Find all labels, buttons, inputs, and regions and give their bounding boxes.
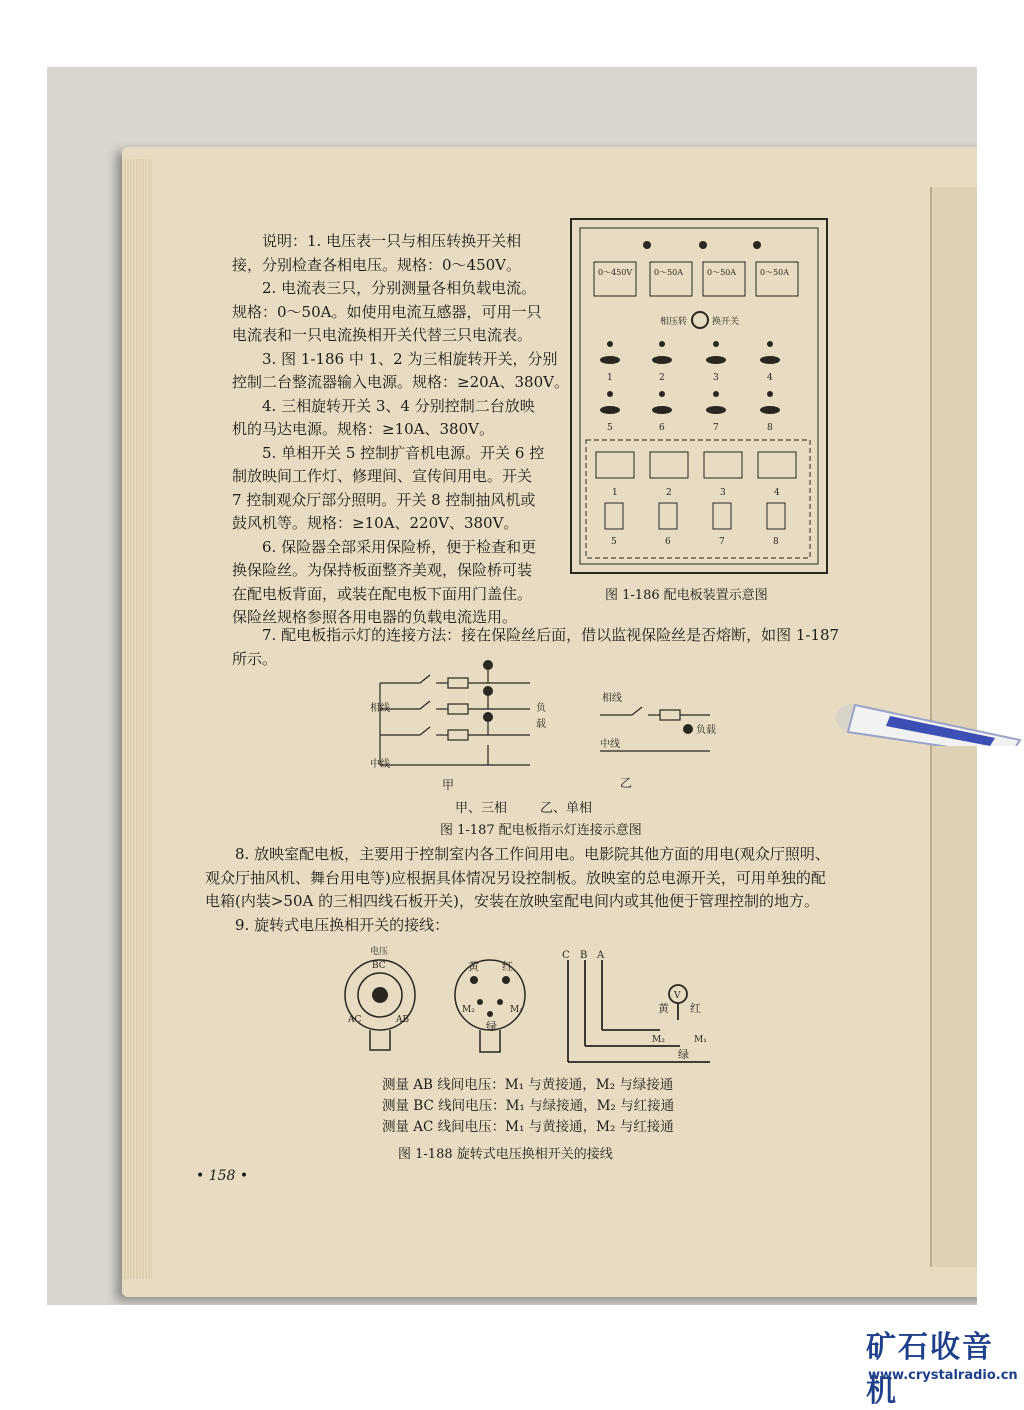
label-load-b: 载 — [536, 719, 546, 730]
text-line: 控制二台整流器输入电源。规格：≥20A、380V。 — [232, 373, 569, 391]
label-yellow: 黄 — [468, 960, 479, 973]
text-line: 3. 图 1-186 中 1、2 为三相旋转开关，分别 — [262, 349, 558, 368]
text-line: 2. 电流表三只，分别测量各相负载电流。 — [262, 279, 537, 297]
figure-188-switch — [340, 940, 720, 1070]
label-ac: AC — [348, 1015, 362, 1025]
text-line: 7. 配电板指示灯的连接方法：接在保险丝后面，借以监视保险丝是否熔断，如图 1-187 — [262, 626, 840, 644]
switch-number: 5 — [607, 423, 613, 433]
text-line: 9. 旋转式电压换相开关的接线： — [235, 915, 450, 934]
text-line: 电流表和一只电流换相开关代替三只电流表。 — [232, 326, 533, 344]
figure-188-caption: 图 1-188 旋转式电压换相开关的接线 — [398, 1147, 613, 1162]
switch-number: 1 — [607, 373, 613, 383]
label-neutral: 中线 — [370, 759, 390, 770]
label-m2: M₂ — [462, 1005, 475, 1015]
text-line: 说明：1. 电压表一只与相压转换开关相 — [262, 232, 522, 250]
figure-187-subcaption: 甲、三相 乙、单相 — [455, 801, 593, 816]
text-line: 7 控制观众厅部分照明。开关 8 控制抽风机或 — [232, 490, 536, 509]
fuse-number: 3 — [720, 488, 726, 498]
meter-label: 0～50A — [707, 268, 737, 277]
left-column-text — [232, 230, 572, 630]
switch-number: 2 — [659, 373, 665, 383]
text-line: 保险丝规格参照各用电器的负载电流选用。 — [232, 608, 518, 626]
text-line: 6. 保险器全部采用保险桥，便于检查和更 — [262, 537, 537, 556]
label-b: B — [580, 950, 588, 961]
watermark-title: 矿石收音机 — [866, 1330, 994, 1409]
switch-number: 3 — [713, 373, 719, 383]
text-line: 鼓风机等。规格：≥10A、220V、380V。 — [232, 514, 519, 532]
top-label: 电压 — [370, 947, 389, 957]
label-phase: 相线 — [370, 703, 390, 714]
site-watermark — [848, 1322, 1018, 1409]
label-red: 红 — [502, 960, 513, 973]
figure-188-notes — [382, 1075, 674, 1138]
label-m1-b: M₁ — [694, 1035, 707, 1045]
pen — [830, 700, 1024, 746]
selector-label-right: 换开关 — [712, 317, 740, 327]
fuse-number: 7 — [719, 537, 725, 547]
label-m2-b: M₂ — [652, 1035, 665, 1045]
text-line: 换保险丝。为保持板面整齐美观，保险桥可装 — [232, 561, 533, 579]
text-line: 4. 三相旋转开关 3、4 分别控制二台放映 — [262, 396, 535, 415]
label-c: C — [562, 950, 570, 961]
note-line: 测量 AB 线间电压：M₁ 与黄接通，M₂ 与绿接通 — [382, 1077, 674, 1093]
text-line: 规格：0～50A。如使用电流互感器，可用一只 — [232, 302, 542, 321]
switch-number: 7 — [713, 423, 719, 433]
text-line: 机的马达电源。规格：≥10A、380V。 — [232, 420, 494, 438]
label-yi: 乙 — [620, 776, 633, 790]
label-green: 绿 — [486, 1020, 497, 1033]
selector-label-left: 相压转 — [660, 317, 688, 327]
figure-187-circuit — [370, 655, 720, 795]
switch-number: 6 — [659, 423, 665, 433]
switch-number: 8 — [767, 423, 773, 433]
label-v: V — [674, 991, 681, 1001]
figure-187-caption: 图 1-187 配电板指示灯连接示意图 — [440, 823, 642, 838]
meter-label: 0～50A — [654, 268, 684, 277]
fuse-number: 8 — [773, 537, 779, 547]
meter-label: 0～450V — [598, 268, 633, 277]
text-line: 5. 单相开关 5 控制扩音机电源。开关 6 控 — [262, 443, 545, 462]
label-neutral-b: 中线 — [600, 739, 620, 750]
fuse-number: 6 — [665, 537, 671, 547]
text-line: 8. 放映室配电板，主要用于控制室内各工作间用电。电影院其他方面的用电(观众厅照明、 — [235, 845, 830, 863]
text-line: 所示。 — [232, 649, 278, 668]
text-line: 在配电板背面，或装在配电板下面用门盖住。 — [232, 584, 533, 603]
fuse-number: 5 — [611, 537, 617, 547]
text-line: 电箱(内装>50A 的三相四线石板开关)，安装在放映室配电间内或其他便于管理控制的地方。 — [205, 892, 819, 910]
meter-label: 0～50A — [760, 268, 790, 277]
figure-186-panel — [570, 218, 830, 578]
fuse-number: 2 — [666, 488, 672, 498]
fuse-number: 1 — [612, 488, 618, 498]
note-line: 测量 AC 线间电压：M₁ 与黄接通，M₂ 与红接通 — [382, 1119, 674, 1135]
page-edge — [122, 159, 152, 1279]
label-yellow-b: 黄 — [658, 1002, 669, 1015]
fuse-number: 4 — [774, 488, 780, 498]
note-line: 测量 BC 线间电压：M₁ 与绿接通，M₂ 与红接通 — [382, 1098, 675, 1114]
label-ab: AB — [396, 1015, 410, 1025]
text-line: 制放映间工作灯、修理间、宣传间用电。开关 — [232, 467, 533, 485]
item-8-9-text — [205, 843, 885, 937]
label-m1: M₁ — [510, 1005, 523, 1015]
label-red-b: 红 — [690, 1002, 701, 1015]
label-green-b: 绿 — [678, 1048, 689, 1061]
label-load-b2: 负载 — [696, 725, 716, 736]
label-bc: BC — [372, 961, 386, 971]
label-load-a: 负 — [536, 703, 546, 714]
text-line: 接，分别检查各相电压。规格：0～450V。 — [232, 255, 522, 274]
watermark-url: www.crystalradio.cn — [868, 1368, 1018, 1383]
label-phase-b: 相线 — [602, 693, 622, 704]
figure-186-caption: 图 1-186 配电板装置示意图 — [605, 588, 768, 603]
label-a: A — [597, 950, 605, 961]
page-number: • 158 • — [196, 1168, 249, 1184]
switch-number: 4 — [767, 373, 773, 383]
text-line: 观众厅抽风机、舞台用电等)应根据具体情况另设控制板。放映室的总电源开关，可用单独的配 — [205, 868, 826, 887]
label-jia: 甲 — [442, 778, 455, 792]
